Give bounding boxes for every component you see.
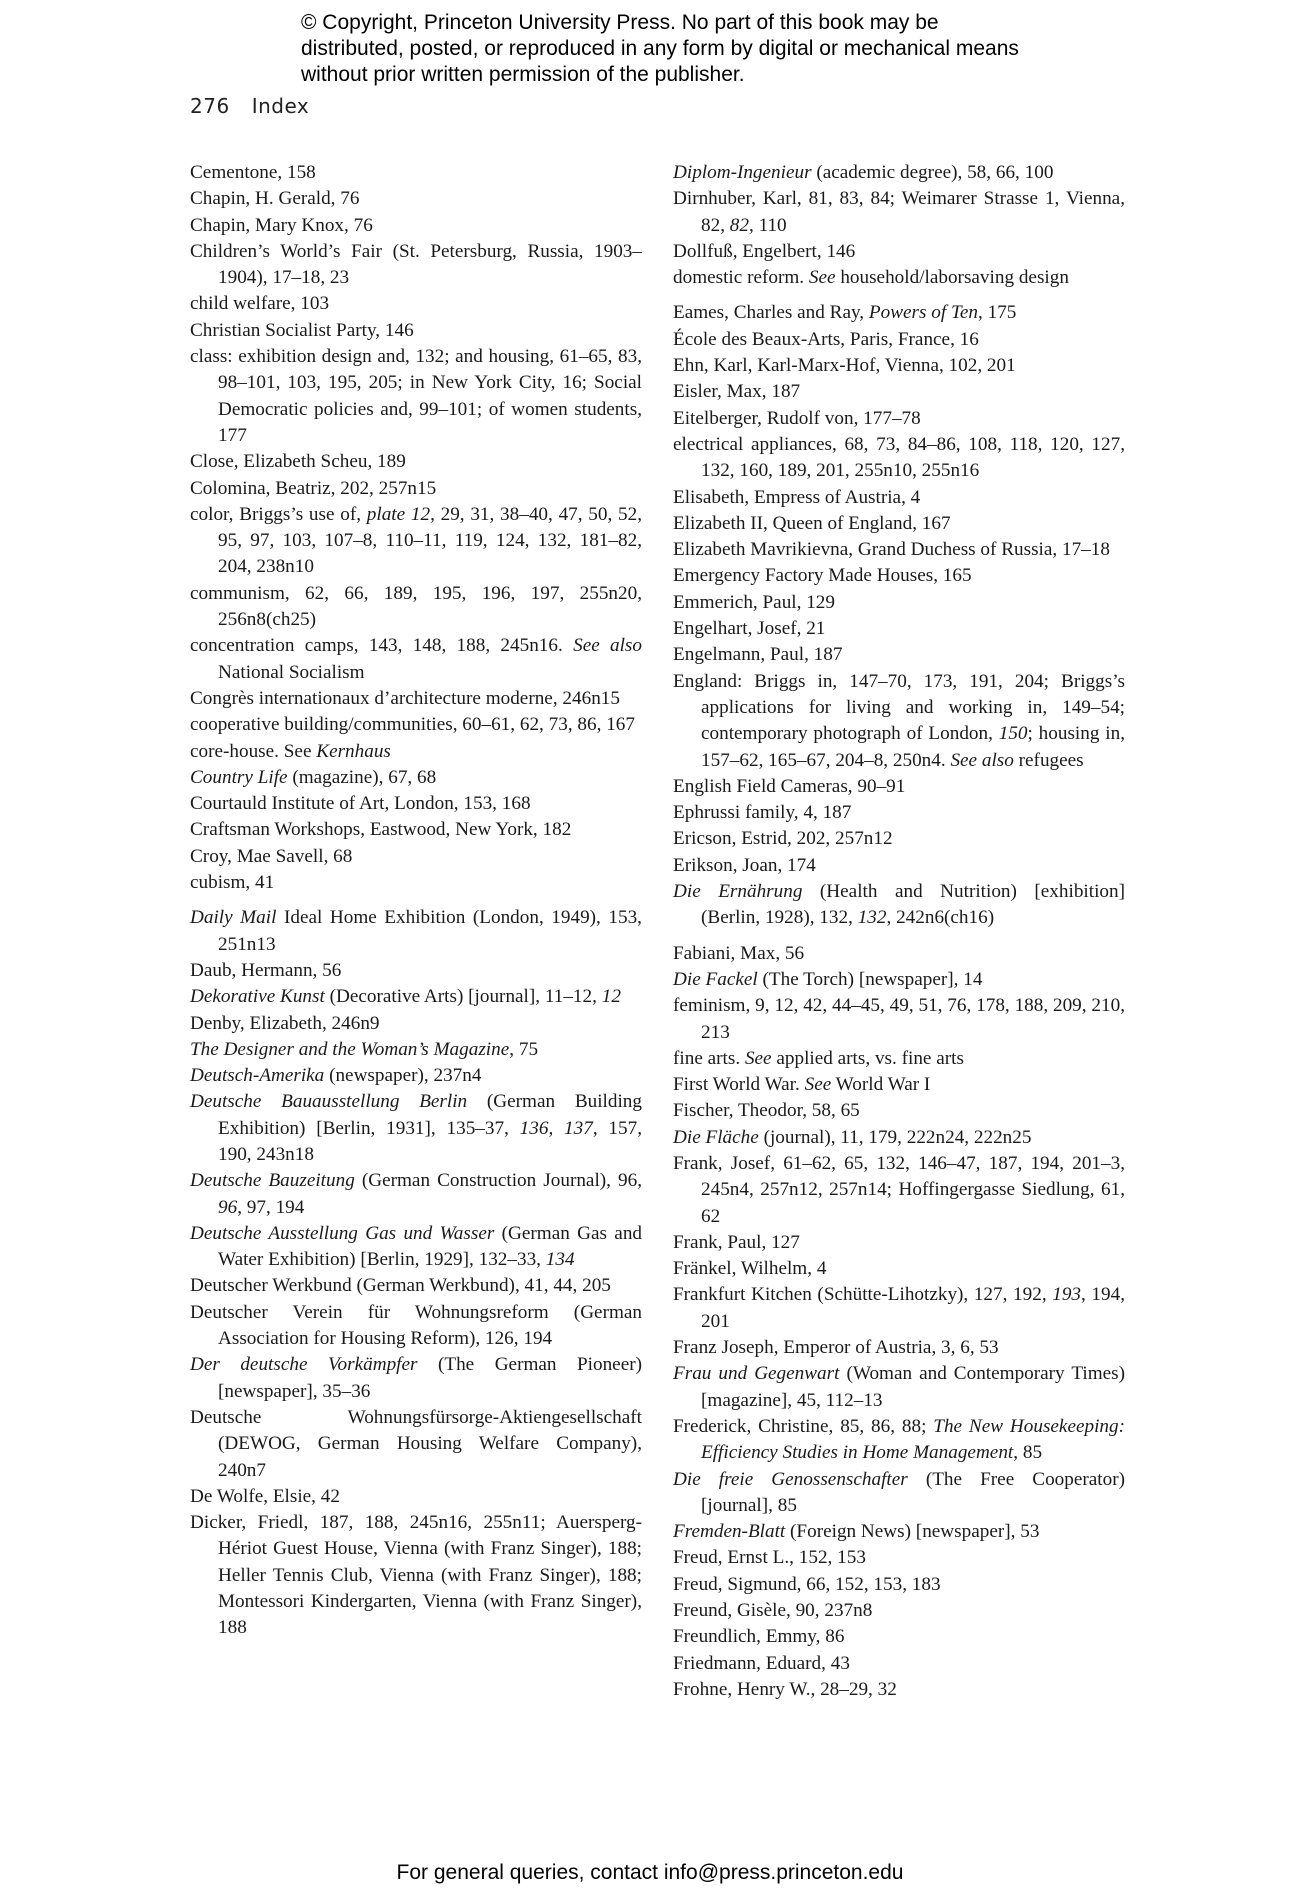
index-entry-text: (The Free Cooperator) [journal], 85 [701,1468,1125,1516]
index-entry-text: Ericson, Estrid, 202, 257n12 [673,828,893,850]
index-entry [673,1151,1125,1230]
index-entry [190,984,642,1010]
index-entry [673,353,1125,379]
index-entry [673,1282,1125,1335]
index-entry-text: Friedmann, Eduard, 43 [673,1652,850,1674]
index-entry-text: Engelhart, Josef, 21 [673,618,826,640]
index-entry-text: core-house. See [190,740,317,762]
index-entry-text: (Foreign News) [newspaper], 53 [785,1521,1040,1543]
index-entry-text: École des Beaux-Arts, Paris, France, 16 [673,328,979,350]
index-entry-text: Emmerich, Paul, 129 [673,591,835,613]
index-entry-italic: Country Life [190,766,288,788]
index-entry [190,712,642,738]
index-entry-italic: See [808,267,836,289]
index-entry-text: Eames, Charles and Ray, [673,302,869,324]
index-entry-italic: Die freie Genossenschafter [673,1468,908,1490]
index-entry [190,449,642,475]
index-entry-text: Eisler, Max, 187 [673,381,801,403]
index-entry-text: Chapin, H. Gerald, 76 [190,188,360,210]
index-entry [673,642,1125,668]
index-column-left [190,160,642,1642]
index-entry [190,958,642,984]
index-entry-text: Eitelberger, Rudolf von, 177–78 [673,407,921,429]
index-entry-italic: See [804,1074,832,1096]
index-entry-text: Cementone, 158 [190,162,316,183]
index-entry-text: Daub, Hermann, 56 [190,959,342,981]
index-entry-text: Elizabeth Mavrikievna, Grand Duchess of Russia, 17–18 [673,539,1110,561]
index-entry [673,1361,1125,1414]
index-entry-text: , 175 [978,302,1017,324]
index-entry-text: Dollfuß, Engelbert, 146 [673,240,856,262]
index-entry-text: Dirnhuber, Karl, 81, 83, 84; Weimarer Strasse 1, Vienna, 82, [673,188,1125,236]
index-entry-italic: Der deutsche Vorkämpfer [190,1354,418,1376]
index-entry [673,669,1125,774]
index-entry-text: (Woman and Contemporary Times) [magazine], 45, 112–13 [701,1363,1125,1411]
index-entry [673,1256,1125,1282]
index-entry-text: (German Construction Journal), 96, [354,1170,642,1192]
index-entry [673,511,1125,537]
index-entry-text: Congrès internationaux d’architecture moderne, 246n15 [190,687,620,709]
index-entry-text: Close, Elizabeth Scheu, 189 [190,451,406,473]
index-entry [190,476,642,502]
index-entry-text: , 110 [748,214,787,236]
index-entry-text: Courtauld Institute of Art, London, 153, 168 [190,793,531,815]
index-entry-text: Engelmann, Paul, 187 [673,644,843,666]
index-entry [673,1598,1125,1624]
page-number: 276 [190,94,230,118]
index-entry-text: child welfare, 103 [190,293,330,315]
index-entry [673,1467,1125,1520]
index-entry [673,1572,1125,1598]
index-entry [673,1624,1125,1650]
index-entry [190,817,642,843]
index-entry-text: (academic degree), 58, 66, 100 [811,162,1054,183]
index-entry-text: Emergency Factory Made Houses, 165 [673,565,972,587]
index-entry-text: , 29, 31, 38–40, 47, 50, 52, 95, 97, 103, 107–8, 110–11, 119, 124, 132, 181–82, 204, 238n10 [218,503,643,578]
index-entry-text: Deutsche Wohnungsfürsorge-Aktiengesellschaft (DEWOG, German Housing Welfare Company), 240n7 [190,1406,642,1481]
index-entry-italic: Deutsche Bauzeitung [190,1170,355,1192]
index-entry-italic: See also [573,635,642,657]
index-entry [190,1484,642,1510]
index-entry [673,1677,1125,1703]
index-entry-italic: Kernhaus [316,740,391,762]
index-entry [673,300,1125,326]
index-entry [673,826,1125,852]
index-entry-italic: The Designer and the Woman’s Magazine [190,1038,510,1060]
index-entry-text: First World War. [673,1074,805,1096]
index-entry [190,633,642,686]
index-entry-italic: Powers of Ten [868,302,979,324]
index-entry-text: Children’s World’s Fair (St. Petersburg, Russia, 1903–1904), 17–18, 23 [190,240,642,289]
index-entry [190,318,642,344]
index-entry-text: (German Gas and Water Exhibition) [Berlin, 1929], 132–33, [218,1222,643,1271]
index-entry-text: Colomina, Beatriz, 202, 257n15 [190,477,437,499]
index-entry-text: electrical appliances, 68, 73, 84–86, 108, 118, 120, 127, 132, 160, 189, 201, 255n10, 255n16 [673,433,1125,482]
index-entry-text: , 194, 201 [701,1284,1126,1332]
index-entry-text: , 157, 190, 243n18 [218,1117,642,1165]
index-entry [673,239,1125,265]
index-entry-italic: 96 [218,1196,238,1218]
index-entry-italic: Dekorative Kunst [190,986,325,1008]
index-entry [673,774,1125,800]
index-entry-text: (German Building Exhibition) [Berlin, 1931], 135–37, [218,1091,642,1139]
index-entry [190,1405,642,1484]
index-entry [673,485,1125,511]
index-entry [190,581,642,634]
index-entry [190,502,642,581]
index-entry [673,432,1125,485]
index-entry-italic: See [744,1047,772,1069]
index-entry [190,1011,642,1037]
index-entry-text: Freud, Ernst L., 152, 153 [673,1547,866,1569]
index-entry [190,739,642,765]
index-entry [673,1519,1125,1545]
index-entry-text: (Decorative Arts) [journal], 11–12, [324,986,602,1008]
index-entry-text: Deutscher Werkbund (German Werkbund), 41, 44, 205 [190,1275,611,1297]
index-entry [190,1300,642,1353]
index-column-right [673,160,1125,1703]
index-entry-text: Ideal Home Exhibition (London, 1949), 153, 251n13 [218,907,642,955]
copyright-notice: © Copyright, Princeton University Press. No part of this book may be distributed, posted, or reproduced in any form by digital or mechanical means without prior written permission of the publisher. [301,11,1019,86]
index-entry-italic: 134 [545,1249,575,1271]
index-entry [673,1072,1125,1098]
index-entry-text: (Health and Nutrition) [exhibition] (Berlin, 1928), 132, [701,881,1125,929]
index-entry-text: Frank, Paul, 127 [673,1231,800,1253]
index-entry [673,563,1125,589]
index-entry [673,853,1125,879]
index-entry-italic: 136 [519,1117,549,1139]
index-entry-text: domestic reform. [673,267,809,289]
index-entry-text: Dicker, Friedl, 187, 188, 245n16, 255n11; Auersperg-Hériot Guest House, Vienna (with Franz Singer), 188; Heller Tennis Club, Vienna (with Franz Singer), 188; Montessori Kindergarten, Vienna (with Franz Singer), 188 [190,1512,642,1639]
index-entry [673,265,1125,291]
index-entry-italic: 12 [601,986,621,1008]
index-entry-italic: 150 [998,723,1028,745]
index-entry-text: Craftsman Workshops, Eastwood, New York, 182 [190,819,572,841]
index-entry-text: Franz Joseph, Emperor of Austria, 3, 6, 53 [673,1337,999,1359]
index-entry-italic: plate 12 [366,503,431,525]
index-entry [673,1651,1125,1677]
index-entry-text: (newspaper), 237n4 [324,1065,482,1087]
index-entry-italic: Diplom-Ingenieur [673,162,812,183]
index-entry [190,344,642,449]
index-entry-text: feminism, 9, 12, 42, 44–45, 49, 51, 76, 178, 188, 209, 210, 213 [673,995,1125,1043]
index-entry-italic: Frau und Gegenwart [673,1363,840,1385]
index-entry [190,686,642,712]
index-entry [673,406,1125,432]
index-entry [673,1414,1125,1467]
index-entry-italic: Fremden-Blatt [673,1521,786,1543]
index-entry [190,870,642,896]
index-entry-text: Chapin, Mary Knox, 76 [190,214,373,236]
index-entry-italic: 193 [1052,1284,1082,1306]
index-entry [673,537,1125,563]
index-entry-text: applied arts, vs. fine arts [771,1047,964,1069]
index-entry-text: concentration camps, 143, 148, 188, 245n16. [190,635,574,657]
index-entry-text: (magazine), 67, 68 [287,766,437,788]
index-entry [190,1063,642,1089]
index-entry-italic: Deutsche Ausstellung Gas und Wasser [190,1222,495,1244]
index-entry-text: , [548,1117,565,1139]
index-entry-italic: Die Ernährung [673,881,803,903]
index-entry [190,239,642,292]
index-entry [673,1046,1125,1072]
index-entry-text: , 242n6(ch16) [886,907,995,929]
index-entry-text: cubism, 41 [190,872,275,894]
index-entry-text: (The German Pioneer) [newspaper], 35–36 [218,1354,642,1402]
index-entry-text: Christian Socialist Party, 146 [190,319,414,341]
index-entry-text: Fränkel, Wilhelm, 4 [673,1258,827,1280]
index-entry-italic: 137 [564,1117,593,1139]
index-entry-text: Fischer, Theodor, 58, 65 [673,1100,860,1122]
index-entry [673,186,1125,239]
index-entry [673,379,1125,405]
index-entry [190,160,642,186]
running-head [190,94,309,118]
index-entry [190,844,642,870]
index-entry-text: England: Briggs in, 147–70, 173, 191, 204; Briggs’s applications for living and working in, 149–54; contemporary photograph of London, [673,670,1125,745]
index-entry [190,1037,642,1063]
index-entry [190,905,642,958]
index-entry-text: Denby, Elizabeth, 246n9 [190,1012,380,1034]
index-entry-text: (The Torch) [newspaper], 14 [757,968,983,990]
index-entry-text: Ehn, Karl, Karl-Marx-Hof, Vienna, 102, 201 [673,355,1016,377]
index-entry-text: National Socialism [218,661,365,683]
index-entry-text: De Wolfe, Elsie, 42 [190,1485,340,1507]
footer-contact: For general queries, contact info@press.princeton.edu [396,1861,904,1884]
index-entry-text: , 85 [1013,1442,1043,1464]
index-entry [673,590,1125,616]
index-entry-italic: Deutsche Bauausstellung Berlin [190,1091,468,1113]
index-entry-italic: 82 [729,214,749,236]
index-entry-text: Freund, Gisèle, 90, 237n8 [673,1600,873,1622]
index-entry [190,791,642,817]
index-entry-italic: 132 [857,907,887,929]
index-entry [190,1221,642,1274]
index-entry [190,1089,642,1168]
index-entry [190,765,642,791]
index-entry-text: Freundlich, Emmy, 86 [673,1626,845,1648]
index-entry-text: Elisabeth, Empress of Austria, 4 [673,486,921,508]
index-entry [190,213,642,239]
index-entry-text: Deutscher Verein für Wohnungsreform (German Association for Housing Reform), 126, 194 [190,1301,642,1350]
index-entry-text: communism, 62, 66, 189, 195, 196, 197, 255n20, 256n8(ch25) [190,582,642,631]
index-entry-text: fine arts. [673,1047,745,1069]
index-entry [673,160,1125,186]
index-entry-text: (journal), 11, 179, 222n24, 222n25 [758,1126,1032,1148]
index-entry-text: Frankfurt Kitchen (Schütte-Lihotzky), 127, 192, [673,1284,1053,1306]
index-entry-text: Frohne, Henry W., 28–29, 32 [673,1678,897,1700]
section-title: Index [251,94,310,118]
index-entry-text: class: exhibition design and, 132; and housing, 61–65, 83, 98–101, 103, 195, 205; in New York City, 16; Social Democratic policies and, 99–101; of women students, 177 [190,346,642,446]
index-entry [673,1545,1125,1571]
index-entry [673,941,1125,967]
index-entry [673,1335,1125,1361]
index-entry-text: Fabiani, Max, 56 [673,942,805,964]
index-entry [673,1125,1125,1151]
index-entry [673,879,1125,932]
index-entry [673,616,1125,642]
index-entry-italic: Daily Mail [190,907,277,929]
index-entry-text: English Field Cameras, 90–91 [673,775,906,797]
index-entry [190,1510,642,1641]
index-entry-italic: Deutsch-Amerika [190,1065,325,1087]
index-entry [190,1352,642,1405]
index-entry-italic: See also [950,749,1014,771]
index-entry-text: , 75 [509,1038,539,1060]
index-entry-italic: The New Housekeeping: Efficiency Studies in Home Management [701,1415,1125,1464]
index-entry [673,1098,1125,1124]
index-entry-text: , 97, 194 [237,1196,305,1218]
index-entry-italic: Die Fläche [673,1126,759,1148]
index-entry-text: ; housing in, 157–62, 165–67, 204–8, 250n4. [701,723,1125,771]
index-entry [673,327,1125,353]
index-entry-italic: Die Fackel [673,968,758,990]
index-entry-text: Croy, Mae Savell, 68 [190,845,353,867]
index-entry-text: Freud, Sigmund, 66, 152, 153, 183 [673,1573,941,1595]
index-entry-text: World War I [831,1074,931,1096]
index-entry [673,800,1125,826]
index-entry-text: color, Briggs’s use of, [190,503,367,525]
index-entry-text: refugees [1013,749,1084,771]
index-entry [673,993,1125,1046]
index-entry-text: Erikson, Joan, 174 [673,854,816,876]
index-entry-text: household/laborsaving design [835,267,1069,289]
index-entry-text: Frederick, Christine, 85, 86, 88; [673,1415,934,1437]
index-entry-text: Elizabeth II, Queen of England, 167 [673,512,951,534]
index-entry-text: Frank, Josef, 61–62, 65, 132, 146–47, 187, 194, 201–3, 245n4, 257n12, 257n14; Hoffingergasse Siedlung, 61, 62 [673,1152,1125,1227]
index-entry [190,1273,642,1299]
index-entry-text: Ephrussi family, 4, 187 [673,802,852,824]
index-entry [190,186,642,212]
index-entry [190,291,642,317]
index-entry-text: cooperative building/communities, 60–61, 62, 73, 86, 167 [190,714,635,736]
index-entry [673,967,1125,993]
index-entry [673,1230,1125,1256]
index-entry [190,1168,642,1221]
